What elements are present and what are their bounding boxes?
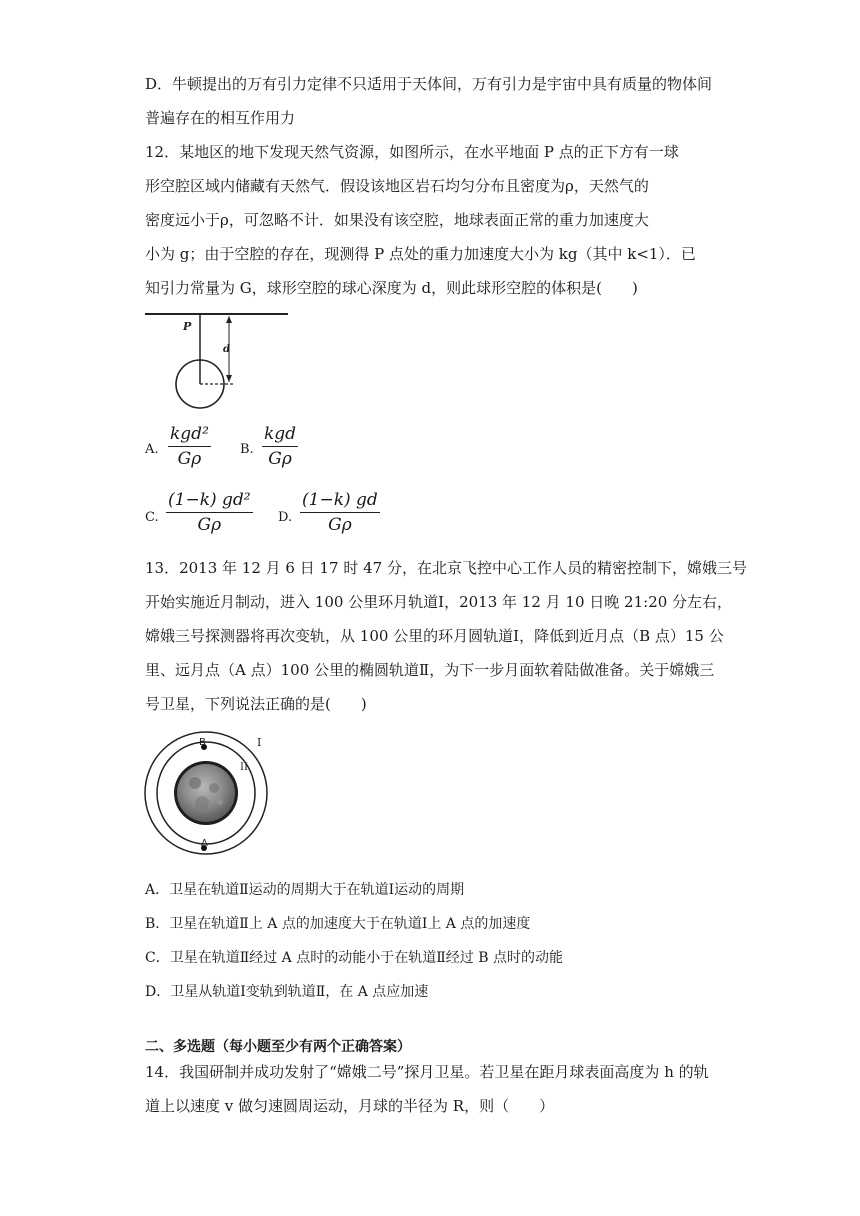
q13-figure-label-orbit2: II: [240, 762, 248, 773]
q13-option-b: B．卫星在轨道Ⅱ上 A 点的加速度大于在轨道Ⅰ上 A 点的加速度: [145, 916, 531, 932]
q13-text-line: 里、远月点（A 点）100 公里的椭圆轨道Ⅱ，为下一步月面软着陆做准备。关于嫦娥三: [145, 661, 715, 679]
fraction-numerator: (1−k) gd²: [166, 490, 253, 513]
q12-text-line: 12．某地区的地下发现天然气资源，如图所示，在水平地面 P 点的正下方有一球: [145, 143, 679, 161]
q12-text-line: 小为 g；由于空腔的存在，现测得 P 点处的重力加速度大小为 kg（其中 k<1）．已: [145, 245, 696, 263]
q12-option-b-fraction: [262, 424, 298, 469]
q13-text-line: 嫦娥三号探测器将再次变轨，从 100 公里的环月圆轨道Ⅰ，降低到近月点（B 点）15 公: [145, 627, 724, 645]
q12-option-b-letter: B.: [240, 442, 254, 457]
fraction-denominator: Gρ: [197, 515, 222, 535]
moon-icon: [177, 764, 235, 822]
q12-option-a-letter: A.: [145, 442, 159, 457]
fraction-denominator: Gρ: [268, 449, 292, 469]
q11-option-d-line1: D．牛顿提出的万有引力定律不只适用于天体间，万有引力是宇宙中具有质量的物体间: [145, 75, 713, 93]
q12-option-d-fraction: [300, 490, 380, 535]
q12-cavity-figure: [145, 308, 290, 413]
q13-orbit-figure: [140, 728, 275, 858]
q12-option-d-letter: D.: [278, 510, 293, 525]
q13-option-d: D．卫星从轨道Ⅰ变轨到轨道Ⅱ，在 A 点应加速: [145, 984, 429, 1000]
fraction-denominator: Gρ: [177, 449, 202, 469]
q12-option-c-letter: C.: [145, 510, 159, 525]
q12-figure-p-label: P: [183, 320, 192, 333]
fraction-denominator: Gρ: [328, 515, 352, 535]
q12-text-line: 密度远小于ρ，可忽略不计．如果没有该空腔，地球表面正常的重力加速度大: [145, 211, 649, 229]
fraction-numerator: kgd: [262, 424, 298, 447]
q12-figure-d-label: d: [223, 344, 230, 355]
q14-text-line: 14．我国研制并成功发射了“嫦娥二号”探月卫星。若卫星在距月球表面高度为 h 的轨: [145, 1063, 709, 1081]
q13-text-line: 13．2013 年 12 月 6 日 17 时 47 分，在北京飞控中心工作人员的精密控制下，嫦娥三号: [145, 559, 747, 577]
q12-option-c-fraction: [166, 490, 253, 535]
q12-text-line: 形空腔区域内储藏有天然气．假设该地区岩石均匀分布且密度为ρ，天然气的: [145, 177, 649, 195]
fraction-numerator: (1−k) gd: [300, 490, 380, 513]
q13-option-a: A．卫星在轨道Ⅱ运动的周期大于在轨道Ⅰ运动的周期: [145, 882, 465, 898]
q13-option-c: C．卫星在轨道Ⅱ经过 A 点时的动能小于在轨道Ⅱ经过 B 点时的动能: [145, 950, 563, 966]
q13-figure-label-b: B: [199, 737, 206, 748]
q13-figure-label-orbit1: I: [257, 736, 262, 749]
q12-option-a-fraction: [168, 424, 211, 469]
q11-option-d-line2: 普遍存在的相互作用力: [145, 109, 296, 127]
q13-text-line: 开始实施近月制动，进入 100 公里环月轨道Ⅰ，2013 年 12 月 10 日晚 21:20 分左右，: [145, 593, 733, 611]
fraction-numerator: kgd²: [168, 424, 211, 447]
section2-title: 二、多选题（每小题至少有两个正确答案）: [145, 1039, 411, 1055]
q13-text-line: 号卫星，下列说法正确的是( ): [145, 695, 367, 713]
q14-text-line: 道上以速度 v 做匀速圆周运动，月球的半径为 R，则（ ）: [145, 1097, 555, 1115]
q13-figure-label-a: A: [201, 838, 208, 849]
q12-text-line: 知引力常量为 G，球形空腔的球心深度为 d，则此球形空腔的体积是( ): [145, 279, 638, 297]
